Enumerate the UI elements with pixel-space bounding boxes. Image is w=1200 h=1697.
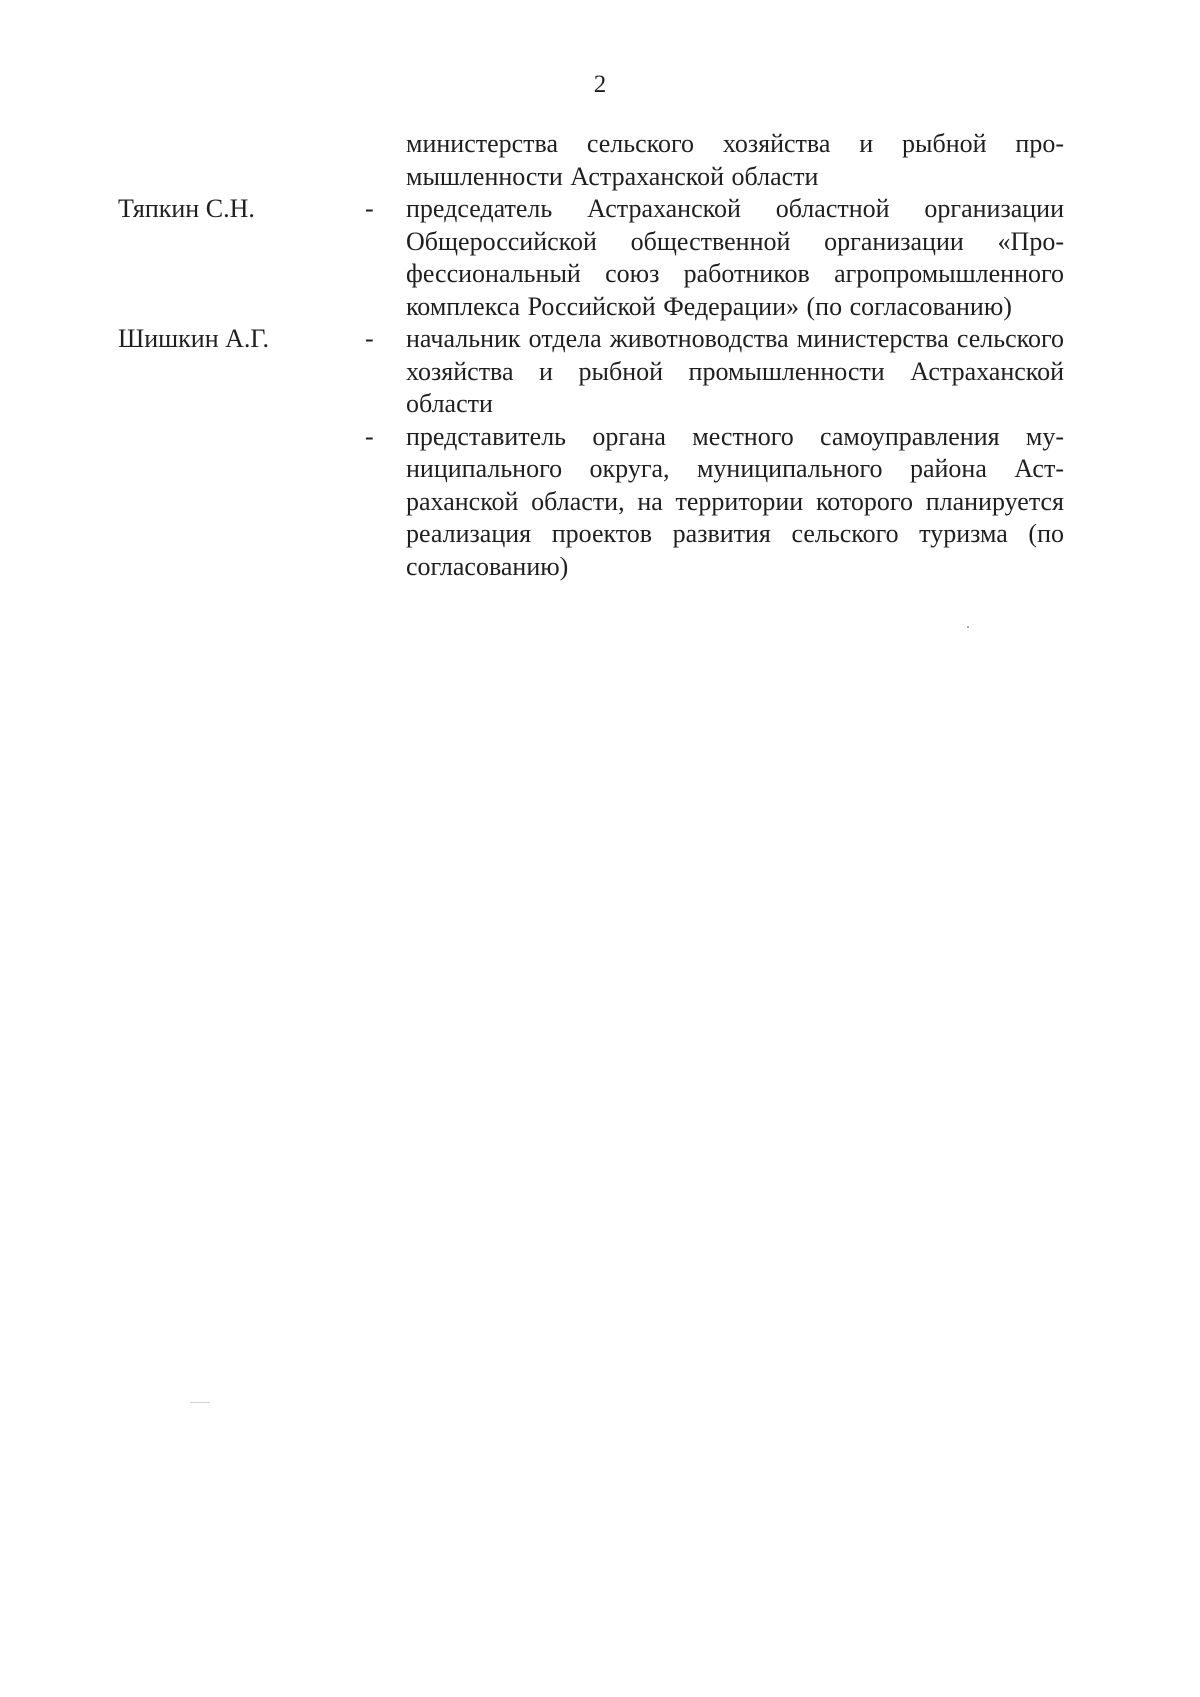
member-position: министерства сельского хозяйства и рыбной промышленности Астраханской области	[406, 129, 1064, 191]
member-dash: -	[365, 194, 374, 223]
page-number: 2	[593, 71, 607, 98]
member-position: председатель Астраханской областной организации Общероссийской общественной организации «Профессиональный союз работников агропромышленного комплекса Российской Федерации» (по согласованию)	[406, 194, 1064, 321]
member-row	[118, 128, 1064, 193]
member-name: Тяпкин С.Н.	[118, 194, 255, 223]
scan-artifact-line	[190, 1402, 210, 1403]
member-dash: -	[365, 421, 374, 451]
member-row	[118, 193, 1064, 323]
member-dash: -	[365, 324, 374, 353]
committee-members-list	[118, 128, 1064, 583]
member-name: Шишкин А.Г.	[118, 324, 269, 353]
member-row	[118, 421, 1064, 584]
scan-speck	[967, 626, 969, 628]
member-position: начальник отдела животноводства министерства сельского хозяйства и рыбной промышленности Астраханской области	[406, 324, 1064, 418]
member-position: представитель органа местного самоуправления муниципального округа, муниципального района Астраханской области, на территории которого планируется реализация проектов развития сельского туризма (по согласованию)	[406, 421, 1064, 581]
member-row	[118, 323, 1064, 421]
